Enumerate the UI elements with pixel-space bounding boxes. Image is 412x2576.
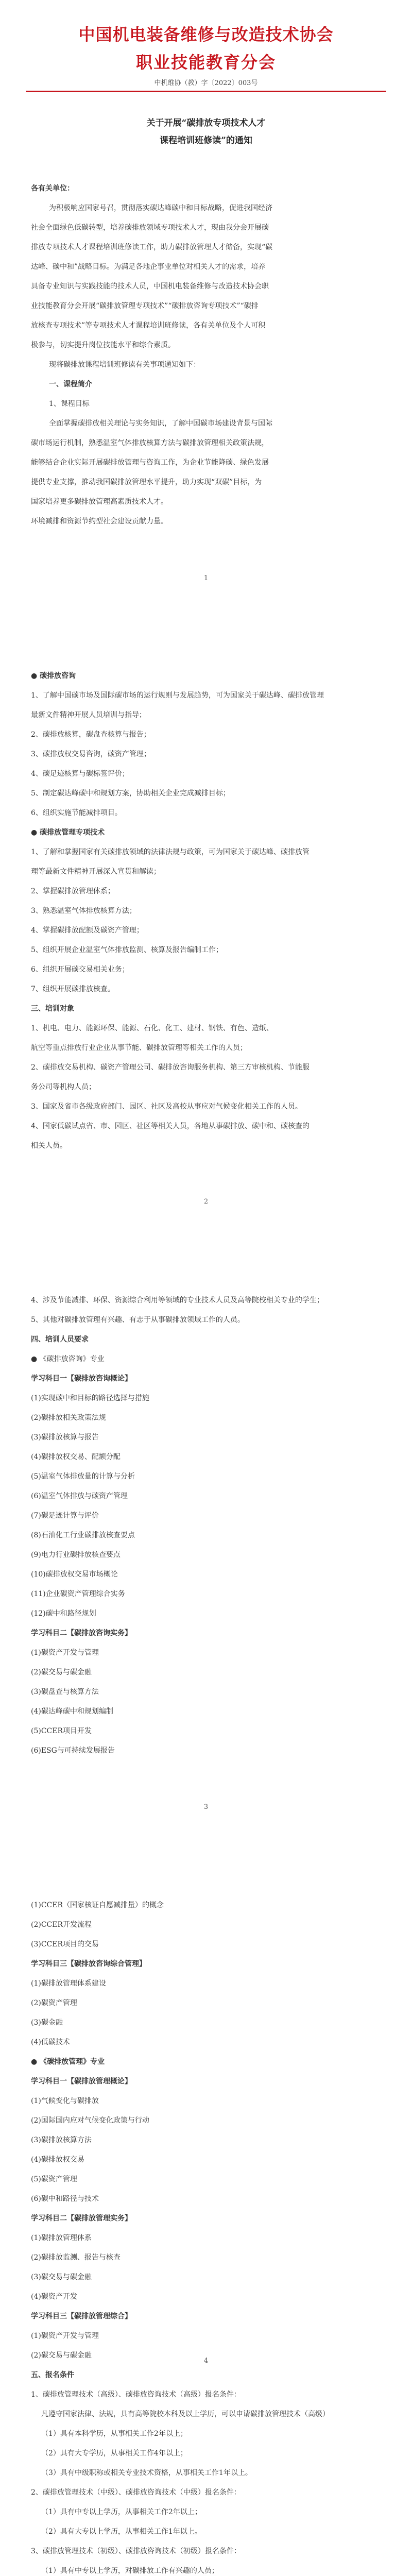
body-text-line: (7)碳足迹计算与评价: [31, 1512, 99, 1520]
section-heading: ● 《碳排放管理》专业: [31, 2058, 105, 2066]
body-text-line: 1、了解和掌握国家有关碳排放领域的法律法规与政策，可为国家关于碳达峰、碳排放管: [31, 848, 310, 856]
section-heading: 学习科目二【碳排放咨询实务】: [31, 1629, 132, 1637]
org-name-line2: 职业技能教育分会: [135, 53, 276, 72]
body-text-line: 凡遵守国家法律、法规，具有高等院校本科及以上学历，可以申请碳排放管理技术（高级）: [41, 2410, 330, 2418]
body-text-line: (2)碳排放相关政策法规: [31, 1414, 106, 1422]
body-text-line: 2、碳排放核算，碳盘查核算与报告；: [31, 731, 151, 739]
body-text-line: (4)碳排放权交易、配额分配: [31, 1453, 121, 1461]
body-text-line: (8)石油化工行业碳排放核查要点: [31, 1531, 135, 1539]
body-text-line: (10)碳排放权交易市场概论: [31, 1570, 118, 1579]
body-text-line: 社会全面绿色低碳转型，培养碳排放领域专项技术人才，现由我分会开展碳: [31, 224, 269, 232]
body-text-line: （2）具有大专以上学历，从事相关工作1年以上。: [41, 2528, 202, 2536]
body-text-line: 6、组织开展碳交易相关业务；: [31, 965, 129, 974]
body-text-line: 7、组织开展碳排放核查。: [31, 985, 115, 993]
notice-title-line1: 关于开展“碳排放专项技术人才: [146, 118, 266, 128]
body-text-line: (2)碳交易与碳金融: [31, 2351, 92, 2360]
body-text-line: 理等最新文件精神开展深入宣贯和解读；: [31, 868, 161, 876]
body-text-line: (12)碳中和路径规划: [31, 1609, 96, 1618]
body-text-line: 具备专业知识与实践技能的技术人员，中国机电装备维修与改造技术协会职: [31, 282, 269, 291]
body-text-line: (3)碳排放核算与报告: [31, 1433, 99, 1442]
body-text-line: 1、机电、电力、能源环保、能源、石化、化工、建材、钢铁、有色、造纸、: [31, 1024, 273, 1032]
body-text-line: 为积极响应国家号召，贯彻落实碳达峰碳中和目标战略，促进我国经济: [49, 204, 272, 212]
body-text-line: 3、碳排放管理技术（初级）、碳排放咨询技术（初级）报名条件：: [31, 2547, 241, 2555]
body-text-line: （3）具有中级职称或相关专业技术资格，从事相关工作1年以上。: [41, 2469, 252, 2477]
body-text-line: (2)国际国内应对气候变化政策与行动: [31, 2116, 149, 2125]
section-heading: 学习科目一【碳排放管理概论】: [31, 2077, 132, 2086]
body-text-line: (3)碳金融: [31, 2019, 63, 2027]
page-number: 4: [203, 2357, 209, 2365]
body-text-line: (1)气候变化与碳排放: [31, 2097, 99, 2105]
body-text-line: （1）具有本科学历，从事相关工作2年以上；: [41, 2430, 187, 2438]
body-text-line: (3)碳交易与碳金融: [31, 2273, 92, 2281]
body-text-line: (6)温室气体排放与碳资产管理: [31, 1492, 128, 1500]
body-text-line: 3、碳排放权交易咨询，碳资产管理；: [31, 750, 151, 758]
body-text-line: 1、了解中国碳市场及国际碳市场的运行规则与发展趋势，可为国家关于碳达峰、碳排放管理: [31, 691, 324, 700]
section-heading: 三、培训对象: [31, 1005, 74, 1013]
body-text-line: (1)实现碳中和目标的路径选择与措施: [31, 1394, 149, 1402]
body-text-line: (3)CCER项目的交易: [31, 1940, 99, 1948]
body-text-line: (6)碳中和路径与技术: [31, 2195, 99, 2203]
body-text-line: ● 《碳排放咨询》专业: [31, 1355, 105, 1363]
body-text-line: 碳市场运行机制，熟悉温室气体排放核算方法与碳排放管理相关政策法规，: [31, 439, 269, 447]
body-text-line: 5、制定碳达峰碳中和规划方案，协助相关企业完成减排目标；: [31, 789, 230, 798]
body-text-line: (2)碳资产管理: [31, 1999, 77, 2007]
body-text-line: 航空等重点排放行业企业从事节能、碳排放管理等相关工作的人员；: [31, 1044, 247, 1052]
body-text-line: 国家培养更多碳排放管理高素质技术人才。: [31, 498, 168, 506]
body-text-line: (1)碳资产开发与管理: [31, 1649, 99, 1657]
body-text-line: (3)碳盘查与核算方法: [31, 1688, 99, 1696]
section-heading: 学习科目一【碳排放咨询概论】: [31, 1375, 132, 1383]
section-heading: 一、课程简介: [49, 380, 92, 388]
body-text-line: 6、组织实施节能减排项目。: [31, 809, 122, 817]
body-text-line: 能够结合企业实际开展碳排放管理与咨询工作，为企业节能降碳、绿色发展: [31, 459, 269, 467]
body-text-line: 提供专业支撑，推动我国碳排放管理水平提升，助力实现“双碳”目标，为: [31, 478, 262, 486]
body-text-line: 全面掌握碳排放相关理论与实务知识，了解中国碳市场建设背景与国际: [49, 419, 272, 428]
org-name-line1: 中国机电装备维修与改造技术协会: [78, 25, 334, 44]
body-text-line: (1)CCER（国家核证自愿减排量）的概念: [31, 1901, 164, 1909]
body-text-line: 5、组织开展企业温室气体排放监测、核算及报告编制工作；: [31, 946, 223, 954]
body-text-line: (11)企业碳资产管理综合实务: [31, 1590, 125, 1598]
body-text-line: (4)碳资产开发: [31, 2293, 77, 2301]
body-text-line: 2、碳排放交易机构、碳资产管理公司、碳排放咨询服务机构、第三方审核机构、节能服: [31, 1063, 310, 1072]
body-text-line: 达峰、碳中和”战略目标。为满足各地企事业单位对相关人才的需求，培养: [31, 263, 266, 271]
body-text-line: 2、掌握碳排放管理体系；: [31, 887, 115, 895]
body-text-line: 放核查专项技术”等专项技术人才课程培训班修读，各有关单位及个人可积: [31, 321, 266, 330]
body-text-line: 环境减排和资源节约型社会建设贡献力量。: [31, 517, 168, 526]
body-text-line: (4)碳达峰碳中和规划编制: [31, 1707, 113, 1716]
page-number: 3: [203, 1803, 209, 1811]
body-text-line: （1）具有中专以上学历，从事相关工作2年以上；: [41, 2508, 202, 2516]
body-text-line: 现将碳排放课程培训班修读有关事项通知如下：: [49, 361, 200, 369]
body-text-line: (5)温室气体排放量的计算与分析: [31, 1472, 135, 1481]
section-heading: 学习科目三【碳排放管理综合】: [31, 2312, 132, 2320]
body-text-line: 3、国家及省市各级政府部门、园区、社区及高校从事应对气候变化相关工作的人员。: [31, 1103, 302, 1111]
body-text-line: (5)碳资产管理: [31, 2175, 77, 2183]
page-number: 1: [203, 574, 209, 582]
body-text-line: 3、熟悉温室气体排放核算方法；: [31, 907, 136, 915]
body-text-line: 2、碳排放管理技术（中级）、碳排放咨询技术（中级）报名条件：: [31, 2488, 241, 2497]
body-text-line: 4、国家低碳试点省、市、园区、社区等相关人员，各地从事碳排放、碳中和、碳核查的: [31, 1122, 310, 1130]
body-text-line: 极参与，切实提升岗位技能水平和综合素质。: [31, 341, 175, 349]
body-text-line: 4、涉及节能减排、环保、资源综合利用等领域的专业技术人员及高等院校相关专业的学生；: [31, 1296, 324, 1304]
body-text-line: 最新文件精神开展人员培训与指导；: [31, 711, 146, 719]
body-text-line: 相关人员。: [31, 1142, 67, 1150]
body-text-line: (3)碳排放核算方法: [31, 2136, 92, 2144]
notice-title-line2: 课程培训班修读”的通知: [160, 135, 252, 146]
section-heading: ● 碳排放咨询: [31, 672, 76, 680]
body-text-line: （2）具有大专学历，从事相关工作4年以上；: [41, 2449, 187, 2458]
body-text-line: (2)CCER开发流程: [31, 1921, 92, 1929]
body-text-line: 排放专项技术人才课程培训班修读工作，助力碳排放管理人才储备，实现“碳: [31, 243, 273, 251]
body-text-line: 4、碳足迹核算与碳标签评价；: [31, 770, 129, 778]
section-heading: 学习科目二【碳排放管理实务】: [31, 2214, 132, 2223]
body-text-line: 5、其他对碳排放管理有兴趣、有志于从事碳排放领域工作的人员。: [31, 1316, 245, 1324]
body-text-line: 4、掌握碳排放配额及碳资产管理；: [31, 926, 144, 935]
body-text-line: 1、碳排放管理技术（高级）、碳排放咨询技术（高级）报名条件：: [31, 2391, 241, 2399]
body-text-line: (1)碳资产开发与管理: [31, 2332, 99, 2340]
section-heading: 四、培训人员要求: [31, 1335, 89, 1344]
header-divider: [26, 91, 386, 92]
body-text-line: (1)碳排放管理体系建设: [31, 1979, 106, 1988]
body-text-line: (6)ESG与可持续发展报告: [31, 1747, 115, 1755]
body-text-line: (2)碳排放监测、报告与核查: [31, 2253, 121, 2262]
section-heading: 各有关单位：: [31, 184, 74, 193]
section-heading: 学习科目三【碳排放咨询综合管理】: [31, 1960, 146, 1968]
section-heading: 五、报名条件: [31, 2371, 74, 2379]
section-heading: ● 碳排放管理专项技术: [31, 828, 105, 837]
body-text-line: （1）具有中专以上学历，对碳排放工作有兴趣的人员；: [41, 2567, 219, 2575]
body-text-line: 业技能教育分会开展“碳排放管理专项技术”“碳排放咨询专项技术”“碳排: [31, 302, 259, 310]
body-text-line: (1)碳排放管理体系: [31, 2234, 92, 2242]
body-text-line: (9)电力行业碳排放核查要点: [31, 1551, 121, 1559]
body-text-line: (5)CCER项目开发: [31, 1727, 92, 1735]
body-text-line: (4)低碳技术: [31, 2038, 70, 2046]
body-text-line: 1、课程目标: [49, 400, 90, 408]
body-text-line: 务公司等机构人员；: [31, 1083, 96, 1091]
body-text-line: (4)碳排放权交易: [31, 2156, 84, 2164]
document-number: 中机维协（教）字〔2022〕003号: [154, 79, 258, 87]
body-text-line: (2)碳交易与碳金融: [31, 1668, 92, 1676]
page-number: 2: [203, 1198, 209, 1206]
